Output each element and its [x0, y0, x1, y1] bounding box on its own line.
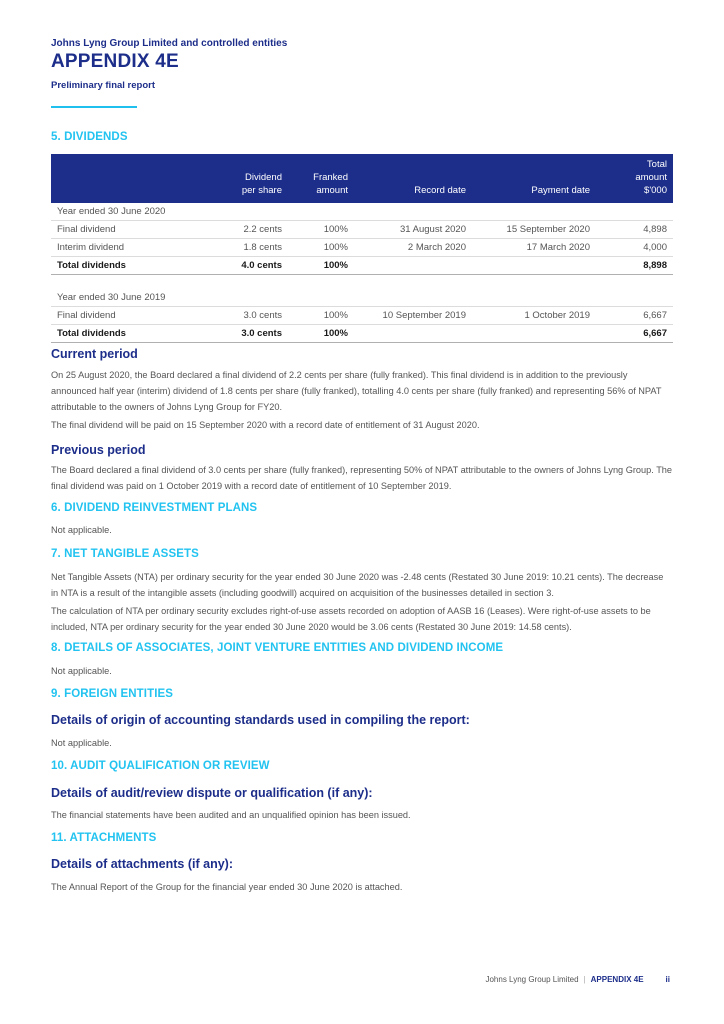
section-heading-associates: 8. DETAILS OF ASSOCIATES, JOINT VENTURE ENTITIES AND DIVIDEND INCOME [51, 642, 504, 654]
associates-text: Not applicable. [51, 666, 112, 676]
table-header-row [51, 154, 673, 203]
previous-period-heading: Previous period [51, 443, 146, 457]
col-dividend: Dividend per share [211, 154, 288, 203]
previous-period-paragraph: The Board declared a final dividend of 3.0 cents per share (fully franked), representing 50% of NPAT attributable to the owners of Johns Lyng Group. The final dividend was paid on 1 October 2019 with a record date of entitlement of 10 September 2019. [51, 465, 673, 491]
reinvestment-text: Not applicable. [51, 525, 112, 535]
table-spacer [51, 275, 673, 290]
page-subtitle: Preliminary final report [51, 80, 156, 91]
current-period-paragraph-1: On 25 August 2020, the Board declared a final dividend of 2.2 cents per share (fully franked). This final dividend is in addition to the previously announced half year (interim) dividend of 1.8 cents per share (fully franked), totalling 4.0 cents per share (fully franked) and representing 56% of NPAT attributable to the owners of Johns Lyng Group for FY20. [51, 370, 662, 412]
nta-paragraph-1: Net Tangible Assets (NTA) per ordinary security for the year ended 30 June 2020 was -2.48 cents (Restated 30 June 2019: 10.21 cents). The decrease in NTA is a result of the intangible assets (including goodwill) acquired on acquisition of the businesses detailed in section 3. [51, 572, 664, 598]
section-heading-reinvestment: 6. DIVIDEND REINVESTMENT PLANS [51, 502, 258, 514]
table-row: Final dividend 2.2 cents 100% 31 August 2020 15 September 2020 4,898 [51, 221, 673, 239]
section-heading-attachments: 11. ATTACHMENTS [51, 832, 157, 844]
attachments-subheading: Details of attachments (if any): [51, 857, 233, 871]
section-heading-nta: 7. NET TANGIBLE ASSETS [51, 548, 199, 560]
foreign-subheading: Details of origin of accounting standards used in compiling the report: [51, 713, 470, 727]
section-heading-foreign: 9. FOREIGN ENTITIES [51, 688, 174, 700]
current-period-heading: Current period [51, 347, 138, 361]
company-name: Johns Lyng Group Limited and controlled entities [51, 38, 288, 49]
year-row-2019: Year ended 30 June 2019 [51, 289, 673, 307]
foreign-text: Not applicable. [51, 738, 112, 748]
audit-subheading: Details of audit/review dispute or qualification (if any): [51, 786, 373, 800]
year-row-2020: Year ended 30 June 2020 [51, 203, 673, 221]
page-number: ii [665, 975, 670, 984]
col-record-date: Record date [354, 154, 472, 203]
dividends-table [51, 154, 673, 343]
title-rule [51, 106, 137, 108]
col-payment-date: Payment date [472, 154, 596, 203]
attachments-text: The Annual Report of the Group for the financial year ended 30 June 2020 is attached. [51, 882, 403, 892]
page-title: APPENDIX 4E [51, 51, 179, 72]
footer-company: Johns Lyng Group Limited [485, 975, 579, 984]
col-total: Total amount $'000 [596, 154, 673, 203]
section-heading-dividends: 5. DIVIDENDS [51, 131, 128, 143]
table-row: Interim dividend 1.8 cents 100% 2 March 2020 17 March 2020 4,000 [51, 239, 673, 257]
audit-text: The financial statements have been audited and an unqualified opinion has been issued. [51, 810, 411, 820]
nta-paragraph-2: The calculation of NTA per ordinary security excludes right-of-use assets recorded on adoption of AASB 16 (Leases). Were right-of-use assets to be included, NTA per ordinary security for the year ended 30 June 2020 would be 3.06 cents (Restated 30 June 2019: 14.58 cents). [51, 606, 651, 632]
page-footer: Johns Lyng Group Limited | APPENDIX 4E ii [485, 975, 670, 984]
total-row-2019: Total dividends 3.0 cents 100% 6,667 [51, 325, 673, 343]
total-row-2020: Total dividends 4.0 cents 100% 8,898 [51, 257, 673, 275]
col-blank [51, 154, 211, 203]
col-franked: Franked amount [288, 154, 354, 203]
section-heading-audit: 10. AUDIT QUALIFICATION OR REVIEW [51, 760, 270, 772]
footer-document: APPENDIX 4E [590, 975, 644, 984]
current-period-paragraph-2: The final dividend will be paid on 15 September 2020 with a record date of entitlement of 31 August 2020. [51, 420, 480, 430]
table-row: Final dividend 3.0 cents 100% 10 September 2019 1 October 2019 6,667 [51, 307, 673, 325]
